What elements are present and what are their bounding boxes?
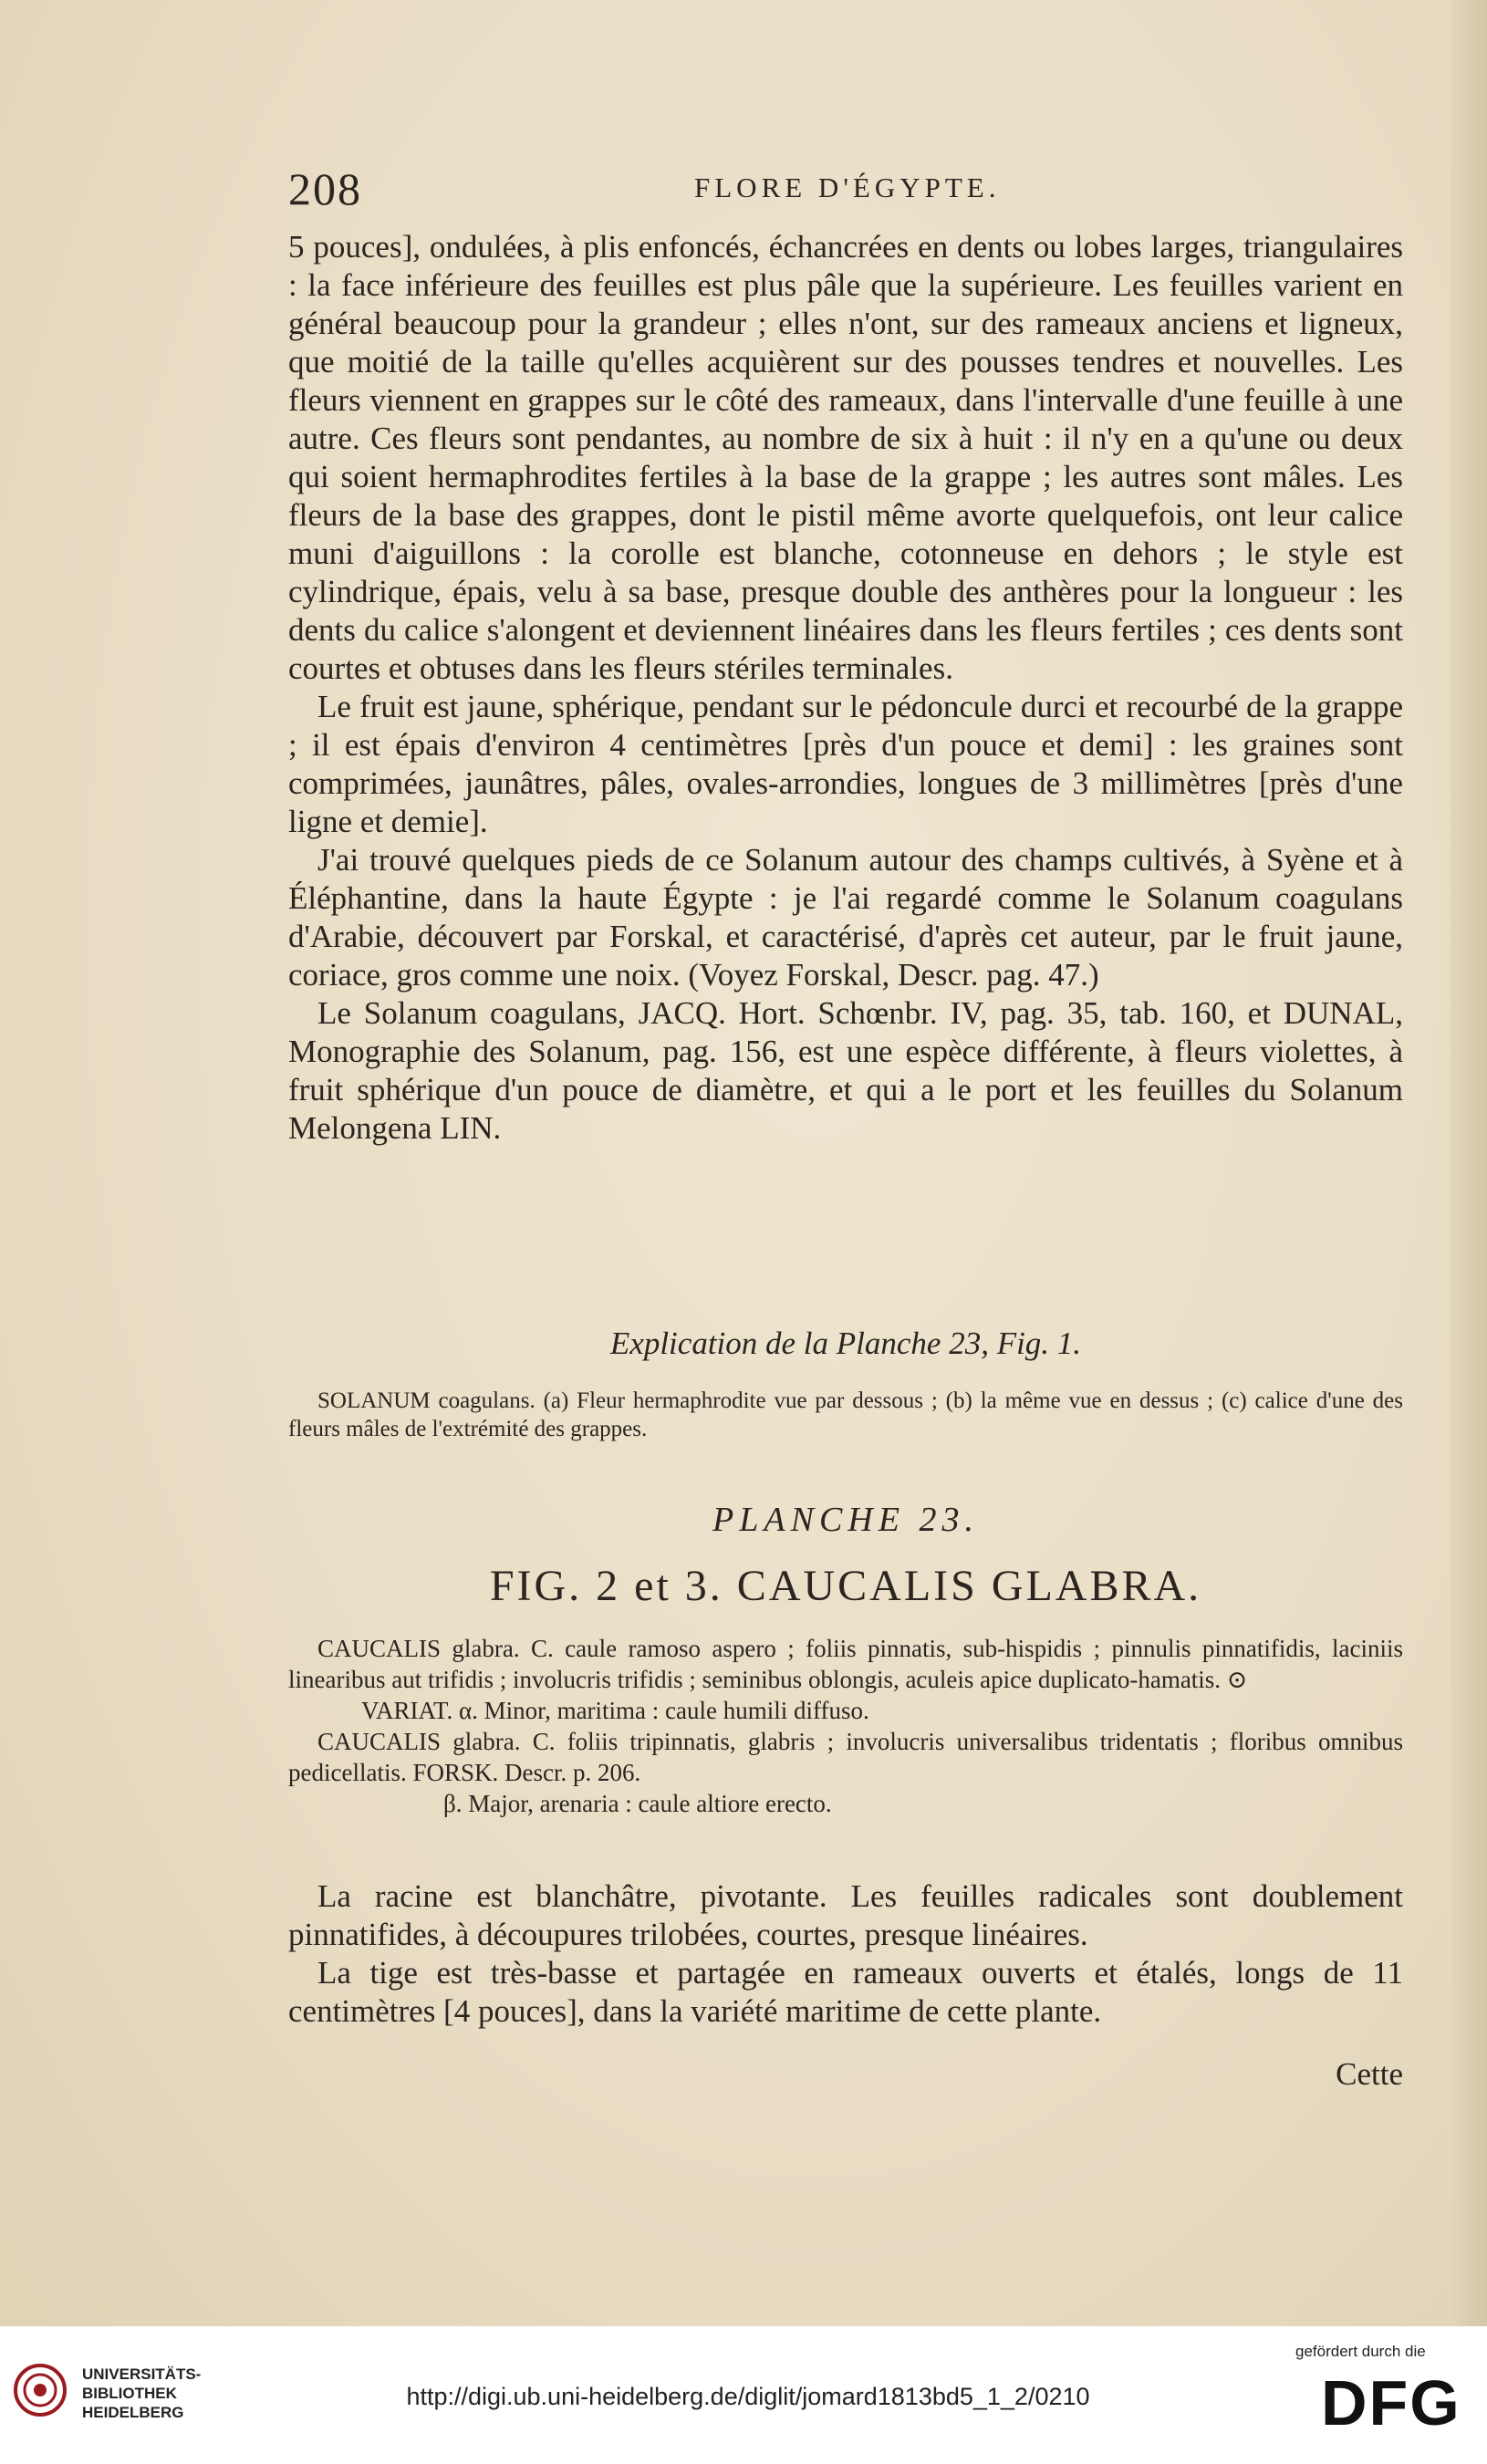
figure-title: FIG. 2 et 3. CAUCALIS GLABRA. (489, 1562, 1202, 1610)
paragraph-2: Le fruit est jaune, sphérique, pendant sur le pédoncule durci et recourbé de la grappe ; il est épais d'environ 4 centimètres [près d'un pouce et demi] : les graines sont comprimées, jaunâtres, pâles, ovales-arrondies, longues de 3 millimètres [près d'une ligne et demie]. (288, 689, 1403, 839)
footer-bar (0, 2326, 1487, 2464)
variety-alpha: VARIAT. α. Minor, maritima : caule humili diffuso. (361, 1697, 869, 1724)
paragraph-1: 5 pouces], ondulées, à plis enfoncés, échancrées en dents ou lobes larges, triangulaires : la face inférieure des feuilles est plus pâle que la supérieure. Les feuilles varient en général beaucoup pour la grandeur ; elles n'ont, sur des rameaux anciens et ligneux, que moitié de la taille qu'elles acquièrent sur des pousses tendres et nouvelles. Les fleurs viennent en grappes sur le côté des rameaux, dans l'intervalle d'une feuille à une autre. Ces fleurs sont pendantes, au nombre de six à huit : il n'y en a qu'une ou deux qui soient hermaphrodites fertiles à la base de la grappe ; les autres sont mâles. Les fleurs de la base des grappes, dont le pistil même avorte quelquefois, ont leur calice muni d'aiguillons : la corolle est blanche, cotonneuse en dehors ; le style est cylindrique, épais, velu à sa base, presque double des anthères pour la longueur : les dents du calice s'alongent et deviennent linéaires dans les fleurs fertiles ; ces dents sont courtes et obtuses dans les fleurs stériles terminales. (288, 229, 1403, 686)
funded-by-text: gefördert durch die (1295, 2343, 1426, 2360)
page-edge (1451, 0, 1487, 2326)
library-name (82, 2365, 201, 2422)
paragraph-4: Le Solanum coagulans, JACQ. Hort. Schœnbr. IV, pag. 35, tab. 160, et DUNAL, Monographie des Solanum, pag. 156, est une espèce différente, à fleurs violettes, à fruit sphérique d'un pouce de diamètre, et qui a le port et les feuilles du Solanum Melongena LIN. (288, 995, 1403, 1146)
catchword: Cette (1336, 2056, 1403, 2092)
explication-paragraph: SOLANUM coagulans. (a) Fleur hermaphrodite vue par dessous ; (b) la même vue en dessus ; (c) calice d'une des fleurs mâles de l'extrémité des grappes. (288, 1388, 1403, 1441)
permalink-url[interactable]: http://digi.ub.uni-heidelberg.de/diglit/jomard1813bd5_1_2/0210 (406, 2383, 1090, 2410)
variety-beta: β. Major, arenaria : caule altiore erecto. (443, 1790, 832, 1817)
page-header (288, 162, 1410, 217)
paragraph-6: La tige est très-basse et partagée en rameaux ouverts et étalés, longs de 11 centimètres [4 pouces], dans la variété maritime de cette plante. (288, 1955, 1403, 2029)
dfg-logo: DFG (1321, 2367, 1461, 2438)
library-name-line-3: HEIDELBERG (82, 2404, 184, 2421)
explication-text (288, 1387, 1403, 1443)
plate-heading: PLANCHE 23. (712, 1501, 979, 1539)
main-text (288, 228, 1403, 1148)
paragraph-5: La racine est blanchâtre, pivotante. Les feuilles radicales sont doublement pinnatifides, à découpures trilobées, courtes, presque linéaires. (288, 1878, 1403, 1952)
explication-title: Explication de la Planche 23, Fig. 1. (609, 1326, 1082, 1361)
running-head: FLORE D'ÉGYPTE. (694, 172, 1001, 203)
library-name-line-2: BIBLIOTHEK (82, 2385, 177, 2402)
synonymy-block (288, 1633, 1403, 1819)
synonym-1: CAUCALIS glabra. C. caule ramoso aspero ; foliis pinnatis, sub-hispidis ; pinnulis pinnatifidis, laciniis linearibus aut trifidis ; involucris trifidis ; seminibus oblongis, aculeis apice duplicato-hamatis. ⊙ (288, 1635, 1403, 1693)
library-name-line-1: UNIVERSITÄTS- (82, 2365, 202, 2383)
synonym-2: CAUCALIS glabra. C. foliis tripinnatis, glabris ; involucris universalibus tridentatis ; floribus omnibus pedicellatis. FORSK. Descr. p. 206. (288, 1728, 1403, 1786)
page-number: 208 (288, 163, 362, 214)
description-text (288, 1877, 1403, 2031)
university-seal-icon (13, 2363, 68, 2417)
paragraph-3: J'ai trouvé quelques pieds de ce Solanum autour des champs cultivés, à Syène et à Éléphantine, dans la haute Égypte : je l'ai regardé comme le Solanum coagulans d'Arabie, découvert par Forskal, et caractérisé, d'après cet auteur, par le fruit jaune, coriace, gros comme une noix. (Voyez Forskal, Descr. pag. 47.) (288, 842, 1403, 993)
